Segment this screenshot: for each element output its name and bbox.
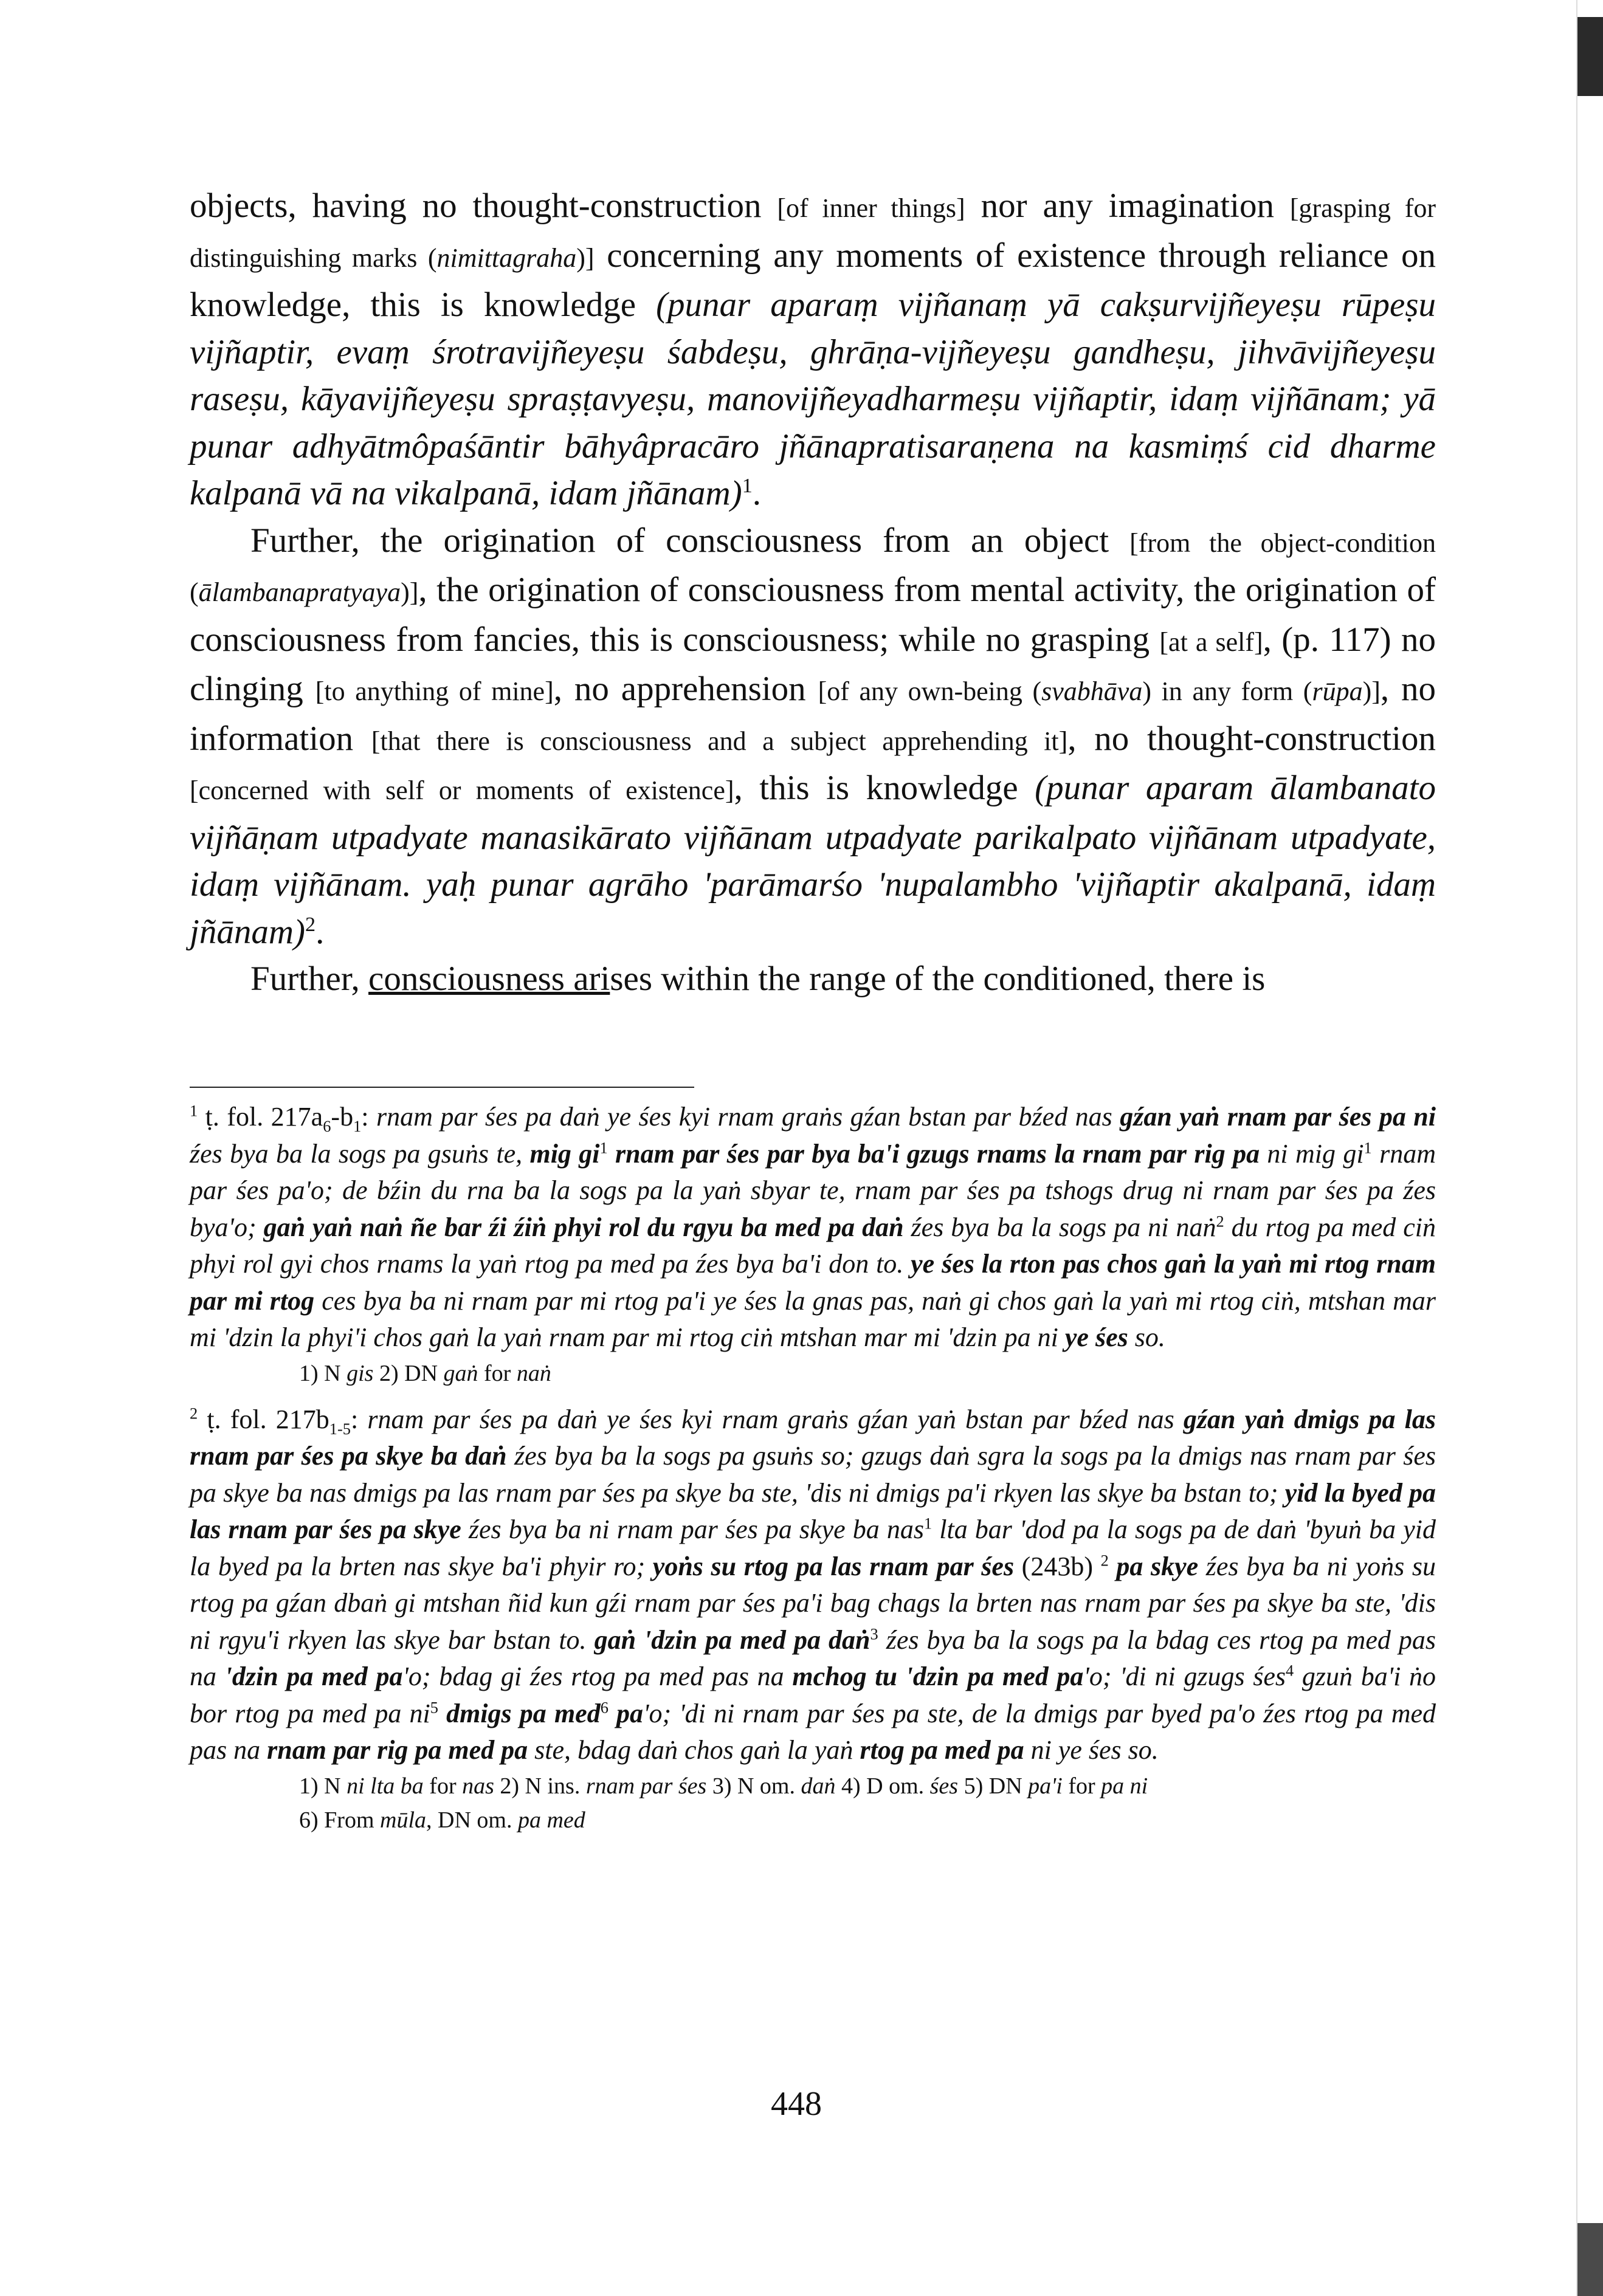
paragraph-1: objects, having no thought-construction [of inner things] nor any imagination [grasping for distinguishing marks (nimittagraha)] concerning any moments of existence through reliance on knowledge, this is knowledge (punar aparaṃ vijñanaṃ yā cakṣurvijñeyeṣu rūpeṣu vijñaptir, evaṃ śrotravijñeyeṣu śabdeṣu, ghrāṇa-vijñeyeṣu gandheṣu, jihvāvijñeyeṣu raseṣu, kāyavijñeyeṣu spraṣṭavyeṣu, manovijñeyadharmeṣu vijñaptir, idaṃ vijñānam; yā punar adhyātmôpaśāntir bāhyâpracāro jñānapratisaraṇena na kasmiṃś cid dharme kalpanā vā na vikalpanā, idam jñānam)$^1$. (190, 187, 1436, 512)
footnote-number: 1 (190, 1101, 198, 1120)
footnote-2-variants: 1) N ni lta ba for nas 2) N ins. rnam par śes 3) N om. daṅ 4) D om. śes 5) DN pa'i for pa ni 6) From mūla, DN om. pa med (299, 1773, 1148, 1833)
scan-mark-top (1577, 17, 1603, 96)
main-text (190, 182, 1436, 1003)
footnote-2: $^2$ ṭ. fol. $217b_{1-5}$: rnam par śes pa daṅ ye śes kyi rnam graṅs gźan yaṅ bstan par bźed nas gźan yaṅ dmigs pa las rnam par śes pa skye ba daṅ źes bya ba la sogs pa gsuṅs so; gzugs daṅ sgra la sogs pa la dmigs nas rnam par śes pa skye ba nas dmigs pa las rnam par śes pa skye ba ste, 'dis ni dmigs pa'i rkyen las skye ba bstan to; yid la byed pa las rnam par śes pa skye źes bya ba ni rnam par śes pa skye ba nas$^1$ lta bar 'dod pa la sogs pa de daṅ 'byuṅ ba yid la byed pa la brten nas skye ba'i phyir ro; yoṅs su rtog pa las rnam par śes (243b) $^2$ pa skye źes bya ba ni yoṅs su rtog pa gźan dbaṅ gi mtshan ñid kun gźi rnam par śes pa'i bag chags la brten nas rnam par śes pa skye ba ste, 'dis ni rgyu'i rkyen las skye bar bstan to. gaṅ 'dzin pa med pa daṅ$^3$ źes bya ba la sogs pa la bdag ces rtog pa med pas na 'dzin pa med pa'o; bdag gi źes rtog pa med pas na mchog tu 'dzin pa med pa'o; 'di ni gzugs śes$^4$ gzuṅ ba'i ṅo bor rtog pa med pa $ni^5$ dmigs pa med$^6$ pa'o; 'di ni rnam par śes pa ste, de la dmigs par byed pa'o źes rtog pa med pas na rnam par rig pa med pa ste, bdag daṅ chos gaṅ la yaṅ rtog pa med pa ni ye śes so. (190, 1403, 1436, 1765)
scan-mark-bottom (1577, 2223, 1603, 2296)
footnotes (190, 1099, 1436, 1837)
page-number: 448 (771, 2085, 822, 2123)
underlined-text: consciousness ari (368, 960, 610, 998)
footnote-1: $^1$ ṭ. fol. $217a_6-b_1$: rnam par śes pa daṅ ye śes kyi rnam graṅs gźan bstan par bźed nas gźan yaṅ rnam par śes pa ni źes bya ba la sogs pa gsuṅs te, mig $gi^1$ rnam par śes par bya ba'i gzugs rnams la rnam par rig pa ni mig $gi^1$ rnam par śes pa'o; de bźin du rna ba la sogs pa la yaṅ sbyar te, rnam par śes pa tshogs drug ni rnam par śes pa źes bya'o; gaṅ yaṅ naṅ ñe bar źi źiṅ phyi rol du rgyu ba med pa daṅ źes bya ba la sogs pa ni naṅ$^2$ du rtog pa med ciṅ phyi rol gyi chos rnams la yaṅ rtog pa med pa źes bya ba'i don to. ye śes la rton pas chos gaṅ la yaṅ mi rtog rnam par mi rtog ces bya ba ni rnam par mi rtog pa'i ye śes la gnas pas, naṅ gi chos gaṅ la yaṅ mi rtog ciṅ, mtshan mar mi 'dzin la phyi'i chos gaṅ la yaṅ rnam par mi rtog ciṅ mtshan mar mi 'dzin pa ni ye śes so. (190, 1101, 1436, 1352)
sanskrit-quote: (punar aparaṃ vijñanaṃ yā cakṣurvijñeyeṣu rūpeṣu vijñaptir, evaṃ śrotravijñeyeṣu śabdeṣu, ghrāṇa-vijñeyeṣu gandheṣu, jihvāvijñeyeṣu raseṣu, kāyavijñeyeṣu spraṣṭavyeṣu, manovijñeyadharmeṣu vijñaptir, idaṃ vijñānam; yā punar adhyātmôpaśāntir bāhyâpracāro jñānapratisaraṇena na kasmiṃś cid dharme kalpanā vā na vikalpanā, idam jñānam) (190, 286, 1436, 512)
footnote-number: 2 (190, 1403, 198, 1422)
footnote-ref: 1 (742, 475, 753, 497)
footnote-rule (190, 1087, 694, 1088)
footnote-1-variants: 1) N gis 2) DN gaṅ for naṅ (299, 1360, 551, 1386)
paragraph-2: Further, the origination of consciousness from an object [from the object-condition (ālambanapratyaya)], the origination of consciousness from mental activity, the origination of consciousness from fancies, this is consciousness; while no grasping [at a self], (p. 117) no clinging [to anything of mine], no apprehension [of any own-being (svabhāva) in any form (rūpa)], no information [that there is consciousness and a subject apprehending it], no thought-construction [concerned with self or moments of existence], this is knowledge (punar aparam ālambanato vijñāṇam utpadyate manasikārato vijñānam utpadyate parikalpato vijñānam utpadyate, idaṃ vijñānam. yaḥ punar agrāho 'parāmarśo 'nupalambho 'vijñaptir akalpanā, idaṃ jñānam)$^2$. (190, 521, 1436, 951)
footnote-ref: 2 (305, 913, 316, 936)
paragraph-3: Further, consciousness arises within the range of the conditioned, there is (250, 960, 1266, 998)
scan-edge-shadow (1576, 0, 1603, 2296)
sanskrit-quote: (punar aparam ālambanato vijñāṇam utpadyate manasikārato vijñānam utpadyate parikalpato vijñānam utpadyate, idaṃ vijñānam. yaḥ punar agrāho 'parāmarśo 'nupalambho 'vijñaptir akalpanā, idaṃ jñānam) (190, 769, 1436, 951)
